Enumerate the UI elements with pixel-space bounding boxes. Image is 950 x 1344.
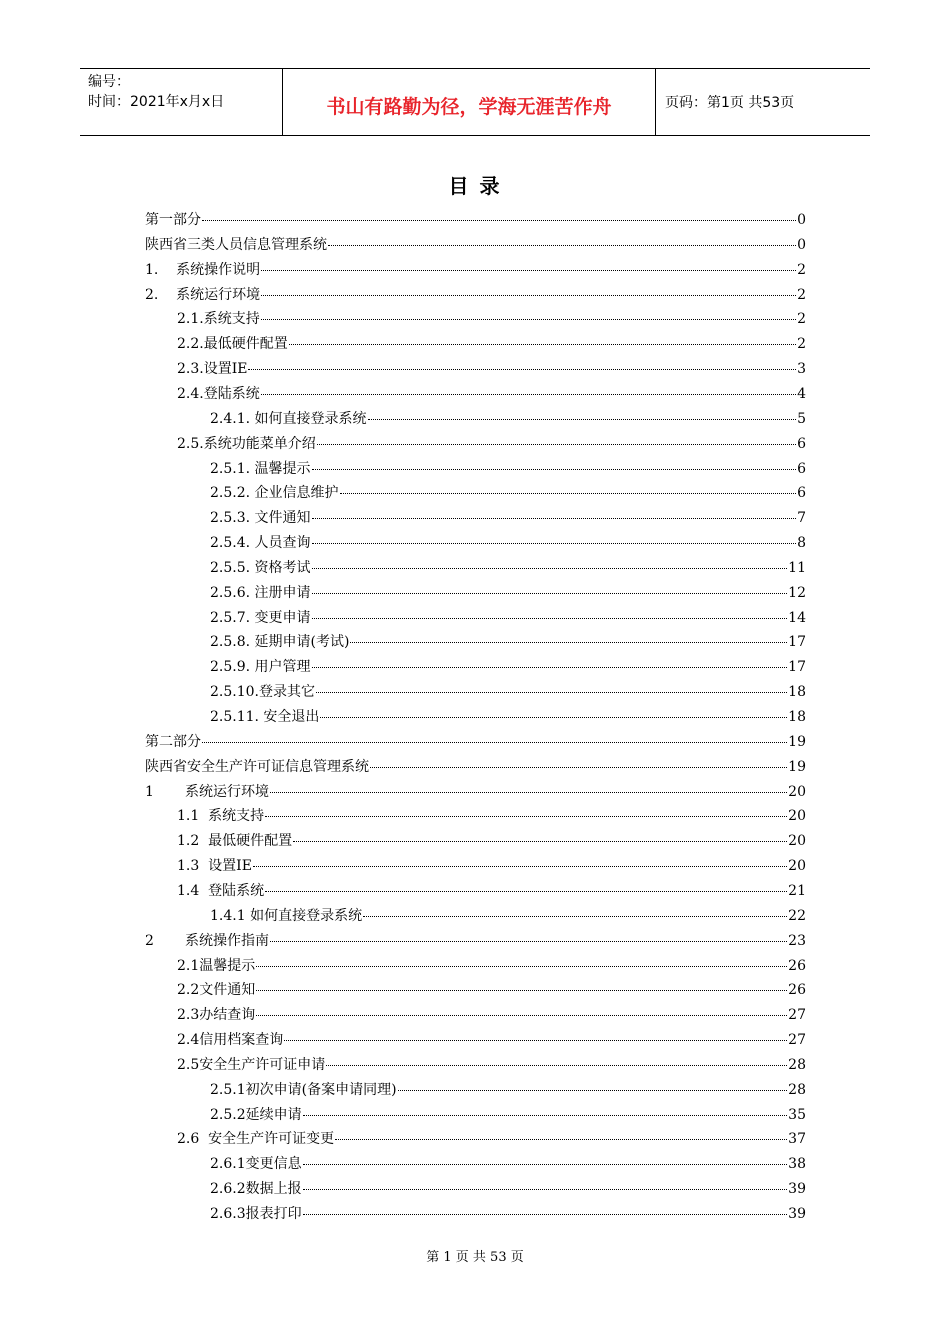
toc-entry-label: 1. 系统操作说明 <box>145 261 261 278</box>
toc-leader-dots <box>312 543 797 544</box>
toc-entry[interactable] <box>177 432 806 456</box>
toc-entry-page: 19 <box>788 758 806 775</box>
toc-entry-label: 2.6.1变更信息 <box>210 1156 302 1173</box>
toc-entry-label: 2.5.11. 安全退出 <box>210 709 320 725</box>
toc-leader-dots <box>368 419 797 420</box>
toc-leader-dots <box>326 1065 787 1066</box>
toc-entry-page: 0 <box>797 212 806 228</box>
toc-leader-dots <box>289 344 796 345</box>
toc-entry[interactable] <box>145 233 806 257</box>
toc-leader-dots <box>370 767 787 768</box>
toc-leader-dots <box>303 1214 788 1215</box>
page-footer: 第 1 页 共 53 页 <box>426 1250 524 1265</box>
toc-leader-dots <box>248 369 796 370</box>
header-page-label: 页码：第1页 共53页 <box>665 95 795 111</box>
toc-entry-label: 1.4 登陆系统 <box>177 882 265 899</box>
toc-entry-page: 27 <box>788 1007 806 1024</box>
toc-leader-dots <box>316 692 787 693</box>
toc-entry-page: 2 <box>797 311 806 328</box>
toc-entry[interactable] <box>177 357 806 381</box>
toc-entry[interactable] <box>177 1003 806 1027</box>
toc-leader-dots <box>261 295 796 296</box>
toc-entry-label: 2.5.3. 文件通知 <box>210 510 311 527</box>
toc-leader-dots <box>256 990 787 991</box>
header-date-label: 时间：2021年x月x日 <box>88 94 225 110</box>
toc-entry[interactable] <box>145 780 806 804</box>
toc-leader-dots <box>350 642 787 643</box>
toc-entry-page: 8 <box>797 535 806 552</box>
toc-entry-page: 12 <box>788 584 806 601</box>
toc-entry-page: 2 <box>797 261 806 278</box>
toc-entry[interactable] <box>177 978 806 1002</box>
toc-entry-label: 2.1温馨提示 <box>177 957 256 974</box>
toc-leader-dots <box>328 245 796 246</box>
toc-leader-dots <box>253 866 787 867</box>
toc-entry-page: 26 <box>788 957 806 974</box>
toc-leader-dots <box>340 493 797 494</box>
toc-entry-page: 0 <box>797 236 806 253</box>
toc-leader-dots <box>312 593 788 594</box>
toc-entry-page: 11 <box>788 559 806 576</box>
toc-leader-dots <box>320 717 787 718</box>
toc-entry-page: 2 <box>797 286 806 303</box>
toc-leader-dots <box>312 469 797 470</box>
toc-entry[interactable] <box>210 457 806 481</box>
toc-entry-page: 18 <box>788 709 806 725</box>
toc-leader-dots <box>202 220 796 221</box>
toc-entry[interactable] <box>177 804 806 828</box>
toc-entry-label: 2.6 安全生产许可证变更 <box>177 1131 335 1148</box>
toc-entry-label: 2.5安全生产许可证申请 <box>177 1056 326 1073</box>
toc-leader-dots <box>303 1115 788 1116</box>
toc-leader-dots <box>202 742 787 743</box>
toc-entry[interactable] <box>210 407 806 431</box>
toc-entry-page: 35 <box>788 1106 806 1123</box>
toc-entry[interactable] <box>177 854 806 878</box>
toc-entry-label: 2.5.4. 人员查询 <box>210 535 311 552</box>
toc-entry[interactable] <box>177 1127 806 1151</box>
toc-leader-dots <box>312 667 788 668</box>
toc-entry-page: 22 <box>788 907 806 924</box>
toc-entry-label: 2.5.1初次申请(备案申请同理) <box>210 1081 397 1098</box>
toc-entry[interactable] <box>177 879 806 903</box>
toc-entry-label: 2.5.5. 资格考试 <box>210 559 311 576</box>
toc-entry[interactable] <box>210 705 806 729</box>
toc-entry[interactable] <box>210 904 806 928</box>
toc-entry-label: 2.4.1. 如何直接登录系统 <box>210 410 367 427</box>
toc-entry-label: 1.1 系统支持 <box>177 808 265 825</box>
toc-entry-label: 2.1.系统支持 <box>177 311 260 328</box>
toc-entry-page: 7 <box>797 510 806 527</box>
toc-entry-label: 陕西省安全生产许可证信息管理系统 <box>145 758 369 775</box>
toc-entry-page: 20 <box>788 833 806 850</box>
toc-leader-dots <box>261 394 796 395</box>
toc-entry-label: 陕西省三类人员信息管理系统 <box>145 236 327 253</box>
toc-entry[interactable] <box>210 1078 806 1102</box>
toc-entry[interactable] <box>210 1152 806 1176</box>
toc-entry[interactable] <box>145 208 806 232</box>
toc-entry-label: 2.6.2数据上报 <box>210 1181 302 1198</box>
toc-entry[interactable] <box>210 1177 806 1201</box>
toc-entry-page: 6 <box>797 485 806 502</box>
toc-entry[interactable] <box>210 581 806 605</box>
toc-leader-dots <box>303 1189 788 1190</box>
toc-leader-dots <box>303 1164 788 1165</box>
toc-leader-dots <box>312 518 797 519</box>
toc-entry-page: 17 <box>788 634 806 651</box>
toc-entry-label: 2.5.8. 延期申请(考试) <box>210 634 350 651</box>
toc-entry-page: 21 <box>788 882 806 899</box>
toc-entry[interactable] <box>145 730 806 754</box>
toc-entry-label: 2 系统操作指南 <box>145 932 270 949</box>
toc-entry[interactable] <box>145 283 806 307</box>
toc-entry-label: 2.4信用档案查询 <box>177 1032 284 1049</box>
toc-leader-dots <box>398 1090 788 1091</box>
toc-entry-page: 6 <box>797 460 806 477</box>
toc-entry[interactable] <box>145 258 806 282</box>
toc-leader-dots <box>270 792 787 793</box>
toc-entry-page: 6 <box>797 435 806 452</box>
toc-entry-page: 5 <box>797 410 806 427</box>
header-number-label: 编号： <box>88 74 130 90</box>
toc-entry-label: 1.4.1 如何直接登录系统 <box>210 907 363 924</box>
toc-entry-page: 4 <box>797 385 806 402</box>
toc-leader-dots <box>256 966 787 967</box>
toc-entry-label: 第二部分 <box>145 733 201 750</box>
toc-entry-label: 1 系统运行环境 <box>145 783 270 800</box>
toc-entry-page: 20 <box>788 783 806 800</box>
toc-leader-dots <box>261 270 796 271</box>
toc-entry[interactable] <box>177 1028 806 1052</box>
toc-entry-label: 2.5.9. 用户管理 <box>210 659 311 676</box>
toc-entry-page: 39 <box>788 1181 806 1198</box>
toc-entry-page: 27 <box>788 1032 806 1049</box>
toc-entry-label: 2.5.7. 变更申请 <box>210 609 311 626</box>
toc-leader-dots <box>270 941 787 942</box>
toc-entry-label: 2. 系统运行环境 <box>145 286 261 303</box>
toc-entry-label: 2.3办结查询 <box>177 1007 256 1024</box>
toc-leader-dots <box>363 916 787 917</box>
header-meta <box>80 69 282 135</box>
toc-entry[interactable] <box>177 332 806 356</box>
toc-entry-page: 17 <box>788 659 806 676</box>
toc-leader-dots <box>312 618 788 619</box>
toc-leader-dots <box>293 841 787 842</box>
toc-leader-dots <box>284 1040 787 1041</box>
toc-entry-page: 28 <box>788 1081 806 1098</box>
toc-leader-dots <box>312 568 788 569</box>
toc-entry[interactable] <box>210 606 806 630</box>
toc-entry-label: 2.5.2. 企业信息维护 <box>210 485 339 502</box>
toc-leader-dots <box>335 1139 787 1140</box>
toc-entry-label: 2.2文件通知 <box>177 982 256 999</box>
toc-entry[interactable] <box>145 755 806 779</box>
toc-entry[interactable] <box>210 556 806 580</box>
toc-entry-page: 28 <box>788 1056 806 1073</box>
toc-entry-page: 3 <box>797 361 806 378</box>
toc-entry-page: 20 <box>788 808 806 825</box>
page-title: 目 录 <box>448 174 502 198</box>
toc-entry[interactable] <box>145 929 806 953</box>
toc-entry-page: 39 <box>788 1206 806 1222</box>
toc-entry-page: 20 <box>788 858 806 875</box>
toc-entry[interactable] <box>177 954 806 978</box>
toc-entry-page: 37 <box>788 1131 806 1148</box>
toc-entry-page: 23 <box>788 932 806 949</box>
toc-entry[interactable] <box>177 829 806 853</box>
toc-leader-dots <box>265 816 787 817</box>
toc-entry[interactable] <box>177 1053 806 1077</box>
toc-entry[interactable] <box>210 680 806 704</box>
toc-entry-label: 2.2.最低硬件配置 <box>177 336 288 353</box>
toc-entry[interactable] <box>210 481 806 505</box>
toc-entry-label: 1.2 最低硬件配置 <box>177 833 293 850</box>
toc-entry-label: 2.6.3报表打印 <box>210 1206 302 1222</box>
toc-entry[interactable] <box>210 655 806 679</box>
toc-entry-label: 2.5.6. 注册申请 <box>210 584 311 601</box>
toc-entry-label: 2.5.10.登录其它 <box>210 684 315 701</box>
toc-entry-page: 19 <box>788 733 806 750</box>
toc-entry-label: 2.5.系统功能菜单介绍 <box>177 435 316 452</box>
page-header <box>80 68 870 136</box>
toc-entry-label: 2.5.2延续申请 <box>210 1106 302 1123</box>
toc-entry-page: 2 <box>797 336 806 353</box>
toc-entry-label: 2.3.设置IE <box>177 361 248 378</box>
toc-entry[interactable] <box>210 531 806 555</box>
toc-entry-label: 1.3 设置IE <box>177 858 252 875</box>
toc-entry-page: 18 <box>788 684 806 701</box>
toc-entry[interactable] <box>210 1202 806 1226</box>
toc-entry[interactable] <box>210 506 806 530</box>
toc-entry-page: 14 <box>788 609 806 626</box>
toc-leader-dots <box>261 319 796 320</box>
toc-entry-label: 2.5.1. 温馨提示 <box>210 460 311 477</box>
toc-entry-label: 2.4.登陆系统 <box>177 385 260 402</box>
toc-entry[interactable] <box>210 1103 806 1127</box>
toc-entry[interactable] <box>210 630 806 654</box>
toc-entry-page: 26 <box>788 982 806 999</box>
header-motto: 书山有路勤为径，学海无涯苦作舟 <box>282 69 656 135</box>
toc-leader-dots <box>265 891 787 892</box>
toc-entry[interactable] <box>177 382 806 406</box>
toc-leader-dots <box>256 1015 787 1016</box>
toc-leader-dots <box>317 444 796 445</box>
toc-entry-label: 第一部分 <box>145 212 201 228</box>
toc-entry-page: 38 <box>788 1156 806 1173</box>
toc-entry[interactable] <box>177 307 806 331</box>
